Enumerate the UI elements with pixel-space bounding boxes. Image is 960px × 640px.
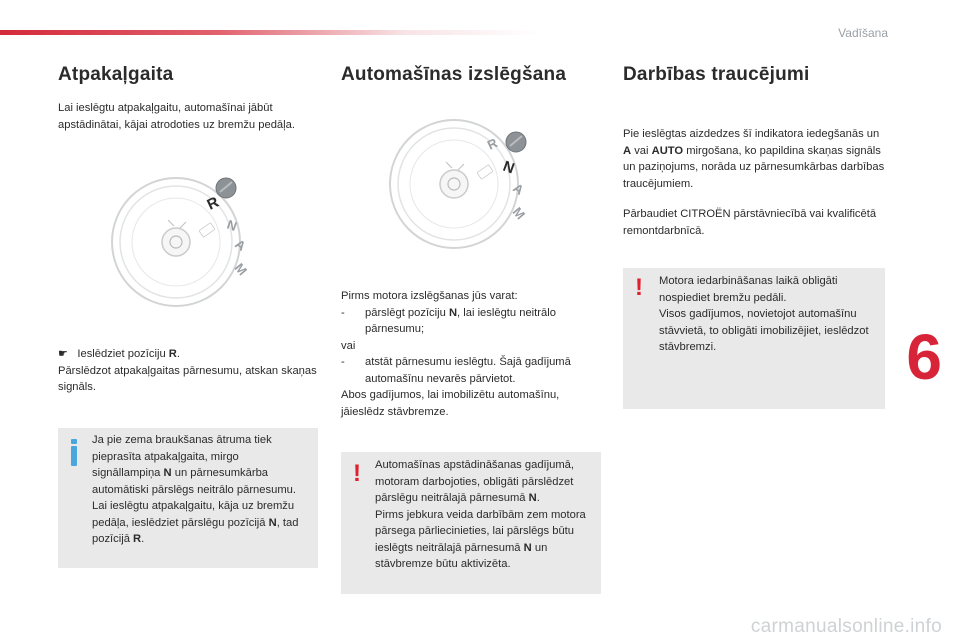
col3-para2: Pārbaudiet CITROËN pārstāvniecībā vai kvalificētā remontdarbnīcā.	[623, 208, 877, 237]
col1-info-box	[58, 428, 318, 568]
col2-warning-text: Automašīnas apstādināšanas gadījumā, motoram darbojoties, obligāti pārslēdzet pārslēgu neitrālajā pārnesumā N. Pirms jebkura veida darbībām zem motora pārsega pārliecinieties, lai pārslēgs būtu ieslēgts neitrālajā pārnesumā N un stāvbremze būtu aktivizēta.	[375, 459, 586, 570]
col3-para1: Pie ieslēgtas aizdedzes šī indikatora iedegšanās un A vai AUTO mirgošana, ko papildina skaņas signāls un paziņojums, norāda uz pārnesumkārbas darbības traucējumiem.	[623, 128, 885, 190]
footer-watermark: carmanualsonline.info	[750, 616, 942, 637]
col1-title: Atpakaļgaita	[58, 64, 174, 85]
col1-info-text: Ja pie zema braukšanas ātruma tiek pieprasīta atpakaļgaita, mirgo signāllampiņa N un pārnesumkārba automātiski pārslēgs neitrālo pārnesumu. Lai ieslēgtu atpakaļgaitu, kāja uz bremžu pedāļa, ieslēdziet pārslēgu pozīcijā N, tad pozīcijā R.	[92, 434, 299, 545]
col3-title: Darbības traucējumi	[623, 64, 810, 85]
lever-label-n: N	[224, 216, 239, 235]
bullet-icon: ☛	[58, 348, 78, 360]
lever-label-m: M	[509, 204, 529, 223]
warning-icon: !	[353, 460, 361, 487]
gear-selector-illustration-n	[386, 112, 536, 252]
col1-intro: Lai ieslēgtu atpakaļgaitu, automašīnai jābūt apstādinātai, kājai atrodoties uz bremžu pedāļa.	[58, 102, 295, 131]
col2-warning-box	[341, 452, 601, 594]
lever-label-r: R	[484, 135, 500, 153]
warning-icon: !	[635, 274, 643, 301]
lever-label-a: A	[232, 236, 249, 254]
chapter-number: 6	[906, 321, 942, 393]
col1-step: ☛ Ieslēdziet pozīciju R. Pārslēdzot atpakaļgaitas pārnesumu, atskan skaņas signāls.	[58, 348, 317, 393]
col2-outro: Abos gadījumos, lai imobilizētu automašīnu, jāieslēdz stāvbremze.	[341, 389, 560, 418]
gear-selector-illustration-r	[108, 170, 258, 310]
col2-item2: - atstāt pārnesumu ieslēgtu. Šajā gadījumā automašīnu nevarēs pārvietot.	[341, 356, 571, 385]
header-accent-bar	[0, 30, 540, 35]
info-icon	[71, 446, 77, 466]
lever-label-n: N	[500, 157, 517, 178]
col3-warning-text: Motora iedarbināšanas laikā obligāti nospiediet bremžu pedāli. Visos gadījumos, novietojot automašīnu stāvvietā, to obligāti imobilizējiet, ieslēdzot stāvbremzi.	[659, 275, 869, 353]
col2-or: vai	[341, 339, 356, 352]
col1-step-note: Pārslēdzot atpakaļgaitas pārnesumu, atskan skaņas signāls.	[58, 364, 317, 393]
col2-intro: Pirms motora izslēgšanas jūs varat:	[341, 290, 518, 302]
col2-item1: - pārslēgt pozīciju N, lai ieslēgtu neitrālo pārnesumu;	[341, 306, 556, 335]
lever-label-a: A	[510, 180, 527, 198]
lever-label-m: M	[231, 260, 251, 279]
col2-title: Automašīnas izslēgšana	[341, 64, 567, 85]
col3-warning-box	[623, 268, 885, 409]
section-title: Vadīšana	[838, 26, 888, 40]
lever-label-r: R	[204, 193, 222, 214]
col2-body	[341, 288, 603, 420]
